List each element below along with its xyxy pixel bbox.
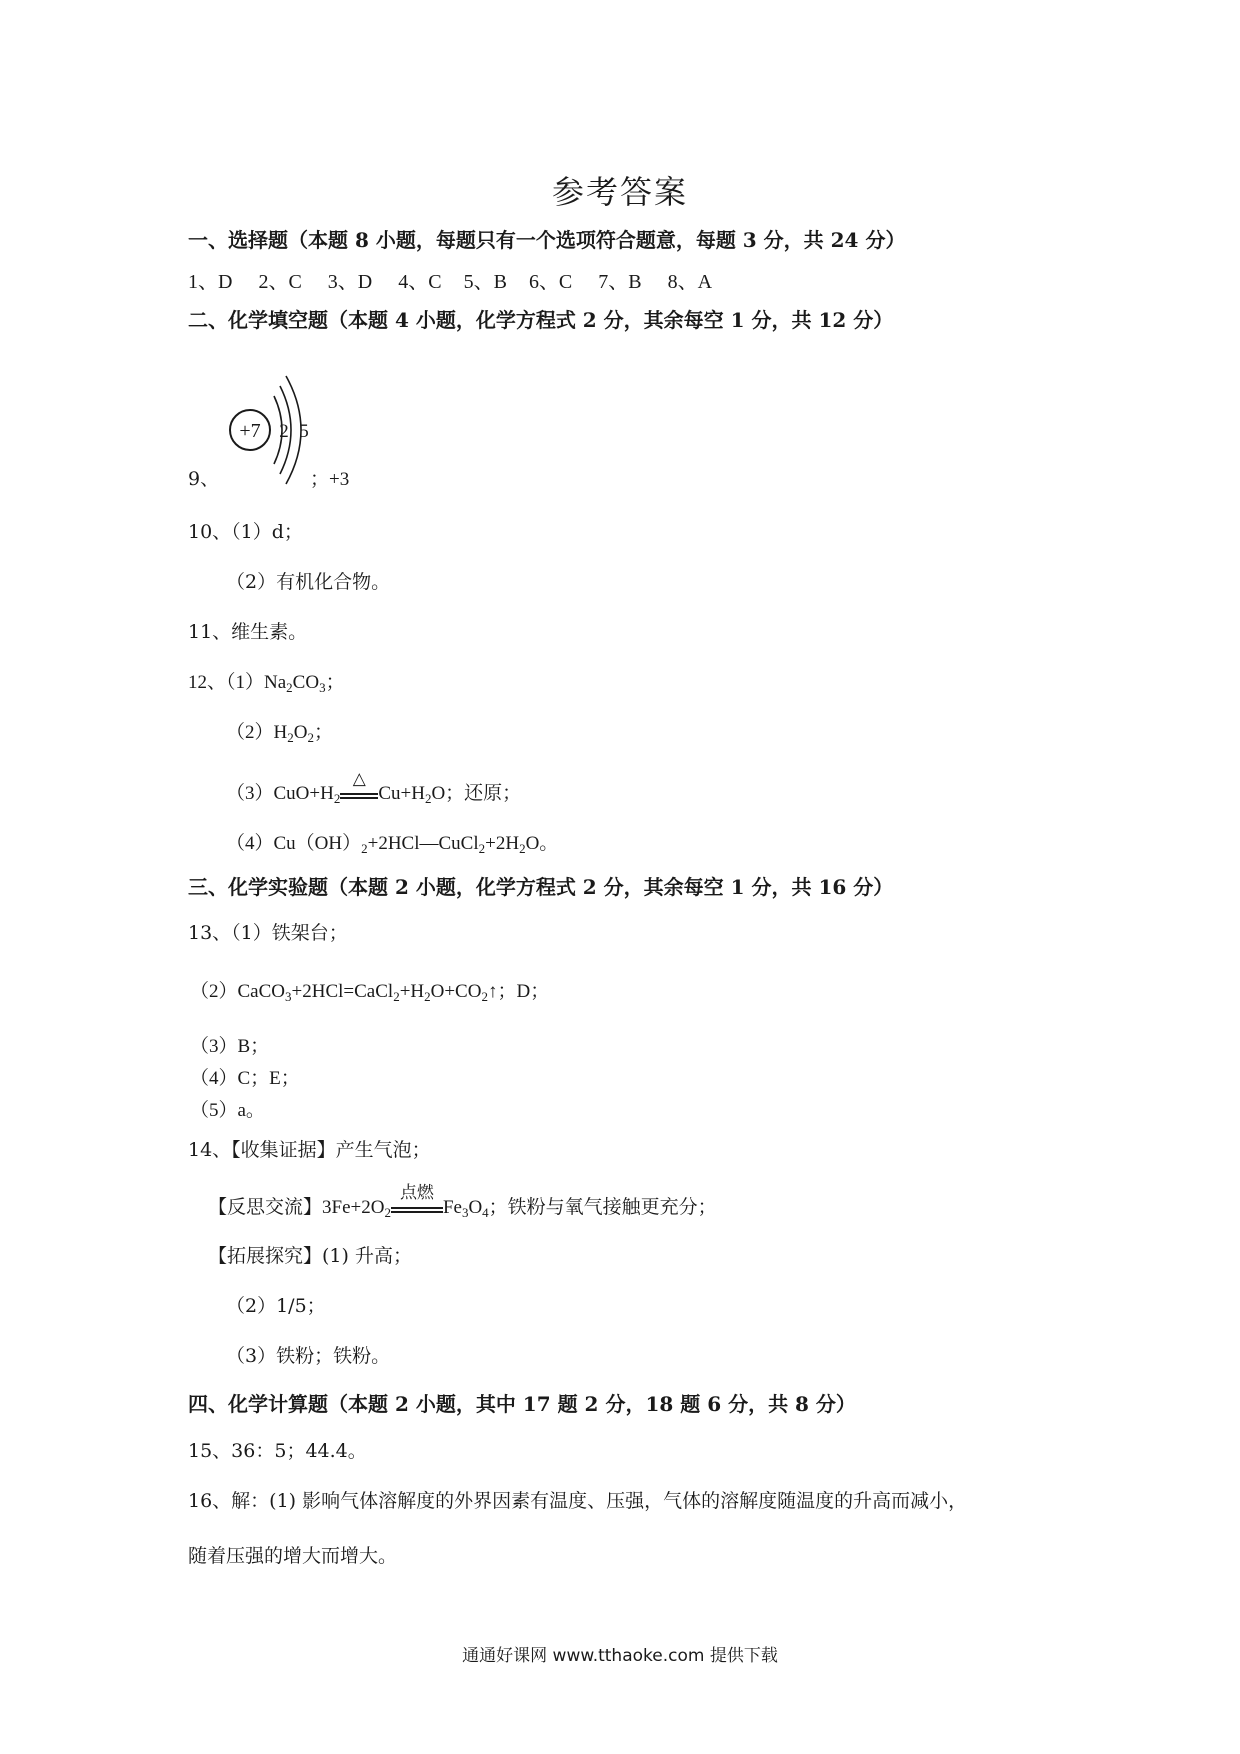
section-1-heading: 一、选择题（本题 8 小题，每题只有一个选项符合题意，每题 3 分，共 24 分） [188, 228, 906, 252]
q12-2-text: ； [313, 722, 333, 743]
answer-3: 3、D [327, 271, 373, 293]
subscript: 3 [319, 680, 326, 695]
q14-2-text: O [468, 1197, 483, 1218]
q12-part1 [188, 672, 345, 695]
answer-8: 8、A [667, 271, 713, 293]
q12-1-text: 12、（1）Na [188, 672, 287, 693]
q14-part4: （2）1/5； [226, 1295, 326, 1317]
q12-1-text: ； [325, 672, 345, 693]
q15-answer: 15、36：5；44.4。 [188, 1440, 367, 1462]
q12-4-text: +2HCl—CuCl [367, 833, 479, 854]
q12-3-text: O；还原； [431, 783, 522, 804]
q14-2-text: Fe [442, 1197, 462, 1218]
q14-part2 [208, 1182, 717, 1220]
subscript: 2 [424, 989, 431, 1004]
subscript: 2 [478, 841, 486, 856]
q13-part2 [190, 981, 550, 1004]
subscript: 2 [286, 680, 293, 695]
q12-1-text: CO [292, 672, 320, 693]
q9-answer: ；+3 [310, 469, 350, 490]
q12-part3 [226, 768, 522, 806]
subscript: 2 [307, 730, 314, 745]
subscript: 2 [384, 1205, 391, 1220]
answer-5: 5、B [463, 271, 507, 293]
q13-part1: 13、（1）铁架台； [188, 922, 348, 944]
q10-part1: 10、（1）d； [188, 521, 303, 543]
reaction-arrow [340, 768, 378, 802]
q13-part3: （3）B； [190, 1036, 270, 1057]
answer-7: 7、B [598, 271, 642, 293]
q12-3-text: Cu+H [378, 783, 425, 804]
q13-2-text: ↑；D； [487, 981, 550, 1002]
shell-1-label: 2 [279, 421, 289, 442]
reaction-arrow [391, 1182, 443, 1216]
ignite-condition: 点燃 [399, 1182, 434, 1202]
subscript: 2 [519, 841, 526, 856]
q12-4-text: +2H [485, 833, 520, 854]
subscript: 2 [361, 841, 368, 856]
subscript: 3 [285, 989, 292, 1004]
atom-structure-diagram [222, 370, 322, 490]
q12-4-text: （4）Cu（OH） [226, 833, 362, 854]
atom-structure-icon [222, 370, 322, 490]
q13-2-text: O+CO [430, 981, 482, 1002]
section-4-heading: 四、化学计算题（本题 2 小题，其中 17 题 2 分，18 题 6 分，共 8 分） [188, 1392, 856, 1416]
subscript: 4 [482, 1205, 489, 1220]
q12-part4 [226, 833, 559, 856]
q13-2-text: +2HCl=CaCl [291, 981, 394, 1002]
answer-2: 2、C [258, 271, 302, 293]
q12-2-text: O [293, 722, 308, 743]
subscript: 3 [461, 1205, 469, 1220]
page-title: 参考答案 [551, 173, 688, 211]
footer-watermark: 通通好课网 www.tthaoke.com 提供下载 [462, 1646, 778, 1666]
q13-2-text: （2）CaCO [190, 981, 286, 1002]
q9-number: 9、 [188, 468, 220, 490]
q13-part5: （5）a。 [190, 1100, 265, 1121]
q14-part3: 【拓展探究】(1) 升高； [208, 1245, 412, 1267]
q12-part2 [226, 722, 333, 745]
q11-answer: 11、维生素。 [188, 621, 308, 643]
subscript: 2 [481, 989, 488, 1004]
q14-part5: （3）铁粉；铁粉。 [226, 1345, 391, 1367]
q14-2-text: 【反思交流】3Fe+2O [208, 1197, 385, 1218]
answer-1: 1、D [188, 271, 233, 293]
subscript: 2 [424, 791, 432, 806]
subscript: 2 [393, 989, 400, 1004]
subscript: 2 [333, 791, 341, 806]
section-3-heading: 三、化学实验题（本题 2 小题，化学方程式 2 分，其余每空 1 分，共 16 分） [188, 875, 894, 899]
choice-answers [188, 272, 712, 292]
nucleus-label: +7 [239, 420, 261, 442]
q16-line2: 随着压强的增大而增大。 [188, 1545, 398, 1567]
subscript: 2 [287, 730, 294, 745]
heat-condition: △ [352, 768, 366, 788]
q16-line1: 16、解：(1) 影响气体溶解度的外界因素有温度、压强，气体的溶解度随温度的升高而减小， [188, 1490, 968, 1512]
q13-2-text: +H [399, 981, 425, 1002]
shell-2-label: 5 [299, 421, 309, 442]
answer-6: 6、C [528, 271, 573, 293]
answer-4: 4、C [398, 271, 442, 293]
q14-2-text: ；铁粉与氧气接触更充分； [488, 1197, 717, 1218]
q14-part1: 14、【收集证据】产生气泡； [188, 1139, 431, 1161]
q12-2-text: （2）H [226, 722, 288, 743]
q12-3-text: （3）CuO+H [226, 783, 334, 804]
q13-part4: （4）C；E； [190, 1068, 300, 1089]
q10-part2: （2）有机化合物。 [226, 571, 391, 593]
q12-4-text: O。 [525, 833, 559, 854]
section-2-heading: 二、化学填空题（本题 4 小题，化学方程式 2 分，其余每空 1 分，共 12 分） [188, 308, 894, 332]
